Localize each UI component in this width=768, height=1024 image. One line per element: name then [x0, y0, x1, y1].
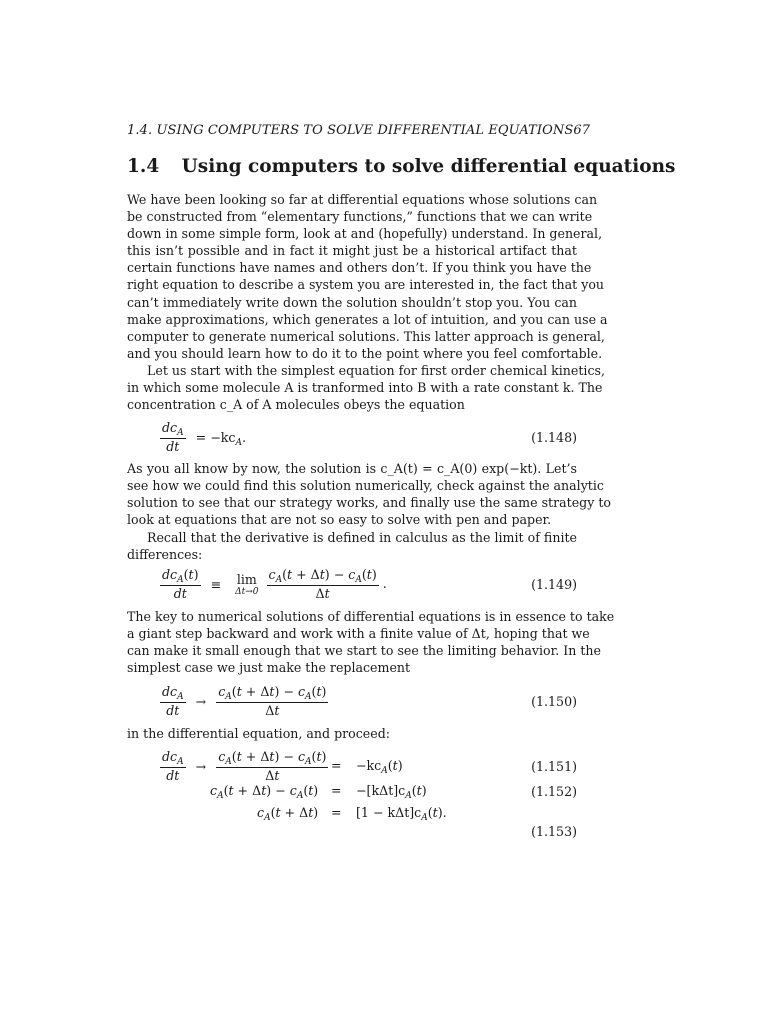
- equals-sign: =: [331, 805, 342, 820]
- text-line: simplest case we just make the replacement: [127, 660, 411, 676]
- text-line: can make it small enough that we start to see the limiting behavior. In the: [127, 643, 601, 659]
- text-line: Let us start with the simplest equation for first order chemical kinetics,: [147, 363, 605, 378]
- fraction: $\frac{dc_A(t)}{dt}$: [162, 567, 199, 601]
- fraction: $\frac{c_A(t + \Delta t) - c_A(t)}{\Delta t}$: [218, 684, 327, 718]
- paragraph-4: [127, 529, 577, 563]
- fraction: $\frac{c_A(t + \Delta t) - c_A(t)}{\Delta t}$: [268, 567, 377, 601]
- text-line: As you all know by now, the solution is c_A(t) = c_A(0) exp(−kt). Let’s: [127, 461, 577, 476]
- fraction: $\frac{c_A(t + \Delta t) - c_A(t)}{\Delta t}$: [218, 749, 327, 783]
- text-line: look at equations that are not so easy to solve with pen and paper.: [127, 512, 552, 528]
- equals-sign: =: [331, 758, 342, 773]
- text-line: certain functions have names and others don’t. If you think you have the: [127, 260, 592, 276]
- text-line: solution to see that our strategy works, and finally use the same strategy to: [127, 495, 611, 511]
- text-line: a giant step backward and work with a finite value of Δt, hoping that we: [127, 626, 590, 642]
- equation-1-152-lhs: $c_A(t + \Delta t) - c_A(t)$: [210, 783, 319, 801]
- text-line: We have been looking so far at differential equations whose solutions can: [127, 192, 598, 207]
- text-line: concentration c_A of A molecules obeys the equation: [127, 397, 465, 413]
- equation-1-148: [160, 420, 252, 455]
- equation-number: (1.150): [531, 694, 577, 709]
- text-line: right equation to describe a system you are interested in, the fact that you: [127, 277, 605, 293]
- equation-1-152-rhs: $-[k\Delta t]c_A(t)$: [356, 783, 427, 801]
- limit: lim Δt→0: [235, 571, 259, 597]
- equation-1-151-lhs: $\frac{dc_A}{dt}$ → $\frac{c_A(t + \Delta t) - c_A(t)}{\Delta t}$: [162, 749, 327, 783]
- fraction: $\frac{dc_A}{dt}$: [162, 684, 184, 718]
- text-line: be constructed from “elementary functions,” functions that we can write: [127, 209, 593, 225]
- equation-1-149: $\frac{dc_A(t)}{dt}$ ≡ lim Δt→0 $\frac{c_A(t + \Delta t) - c_A(t)}{\Delta t}$ .: [162, 567, 387, 601]
- text-line: in the differential equation, and proceed:: [127, 726, 391, 741]
- paragraph-1: [127, 191, 608, 362]
- text-line: down in some simple form, look at and (hopefully) understand. In general,: [127, 226, 603, 242]
- text-line: Recall that the derivative is defined in calculus as the limit of finite: [147, 530, 577, 545]
- text-line: this isn’t possible and in fact it might just be a historical artifact that: [127, 243, 577, 259]
- text-line: make approximations, which generates a lot of intuition, and you can use a: [127, 311, 608, 327]
- equation-number: (1.153): [531, 824, 577, 839]
- paragraph-5: [127, 608, 615, 676]
- equals-sign: =: [331, 783, 342, 798]
- running-head: 1.4. USING COMPUTERS TO SOLVE DIFFERENTIAL EQUATIONS67: [127, 123, 591, 138]
- text-line: and you should learn how to do it to the point where you feel comfortable.: [127, 345, 603, 361]
- equation-rhs: = $-kc_A$.: [195, 430, 246, 448]
- section-title-text: Using computers to solve differential equations: [181, 156, 676, 177]
- equation-1-150: $\frac{dc_A}{dt}$ → $\frac{c_A(t + \Delta t) - c_A(t)}{\Delta t}$: [162, 684, 327, 718]
- text-line: see how we could find this solution numerically, check against the analytic: [127, 478, 604, 494]
- equation-number: (1.148): [531, 430, 577, 445]
- section-number: 1.4: [127, 156, 160, 177]
- paragraph-3: [127, 460, 611, 528]
- fraction: $\frac{dc_A}{dt}$: [162, 420, 184, 454]
- fraction: $\frac{dc_A}{dt}$: [162, 749, 184, 783]
- equation-1-153-lhs: $c_A(t + \Delta t)$: [257, 805, 319, 823]
- text-line: The key to numerical solutions of differential equations is in essence to take: [127, 609, 615, 624]
- section-title: [127, 156, 676, 177]
- text-line: differences:: [127, 547, 203, 563]
- paragraph-6: [127, 725, 577, 742]
- equation-1-151-rhs: $-kc_A(t)$: [356, 758, 403, 776]
- text-line: computer to generate numerical solutions. This latter approach is general,: [127, 328, 605, 344]
- text-line: can’t immediately write down the solution shouldn’t stop you. You can: [127, 294, 577, 310]
- equation-1-153-rhs: $[1 - k\Delta t]c_A(t)$.: [356, 805, 447, 823]
- equation-number: (1.151): [531, 759, 577, 774]
- equation-number: (1.149): [531, 577, 577, 592]
- equation-number: (1.152): [531, 784, 577, 799]
- paragraph-2: [127, 362, 605, 413]
- text-line: in which some molecule A is tranformed into B with a rate constant k. The: [127, 380, 603, 396]
